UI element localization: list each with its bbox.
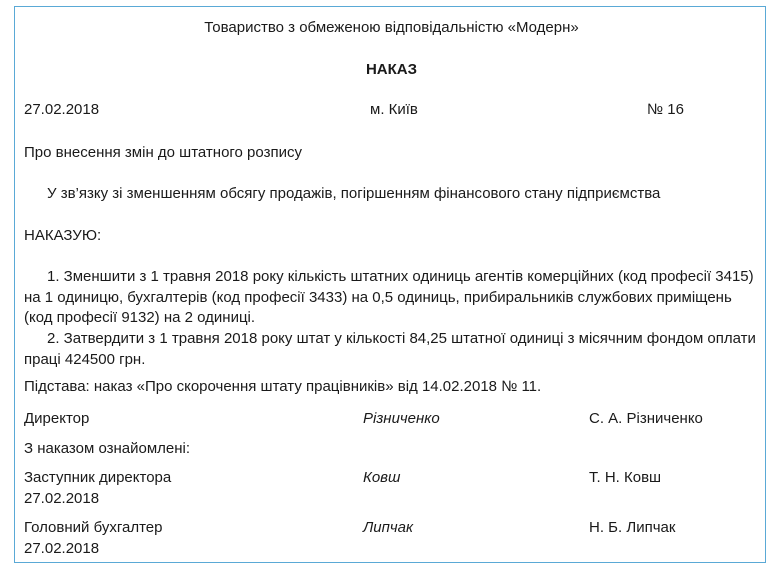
acquainted-label: З наказом ознайомлені:: [24, 440, 191, 457]
order-city: м. Київ: [370, 101, 418, 118]
order-item-2: 2. Затвердити з 1 травня 2018 року штат у кількості 84,25 штатної одиниці з місячним фондом оплати праці 424500 грн.: [24, 330, 756, 368]
director-name: С. А. Різниченко: [589, 410, 703, 427]
acquainted-signature: Ковш: [363, 469, 401, 486]
order-subject: Про внесення змін до штатного розпису: [24, 144, 302, 161]
document-title: НАКАЗ: [365, 61, 418, 78]
order-date: 27.02.2018: [24, 101, 100, 118]
company-name: Товариство з обмеженою відповідальністю «Модерн»: [204, 19, 579, 36]
order-number: № 16: [647, 101, 684, 118]
order-item-1: 1. Зменшити з 1 травня 2018 року кількість штатних одиниць агентів комерційних (код професії 3415) на 1 одиницю, бухгалтерів (код професії 3433) на 0,5 одиниць, прибиральників службових приміщень (код професії 9132) на 2 одиниці.: [24, 268, 754, 326]
acquainted-date: 27.02.2018: [24, 490, 100, 507]
acquainted-date: 27.02.2018: [24, 540, 100, 557]
acquainted-signature: Липчак: [363, 519, 414, 536]
acquainted-position: Головний бухгалтер: [24, 519, 163, 536]
acquainted-name: Т. Н. Ковш: [589, 469, 662, 486]
order-word: НАКАЗУЮ:: [24, 227, 102, 244]
director-signature: Різниченко: [363, 410, 440, 427]
preamble: У зв’язку зі зменшенням обсягу продажів, погіршенням фінансового стану підприємства: [47, 185, 661, 202]
basis: Підстава: наказ «Про скорочення штату працівників» від 14.02.2018 № 11.: [24, 378, 542, 395]
acquainted-name: Н. Б. Липчак: [589, 519, 676, 536]
director-position: Директор: [24, 410, 90, 427]
acquainted-position: Заступник директора: [24, 469, 172, 486]
